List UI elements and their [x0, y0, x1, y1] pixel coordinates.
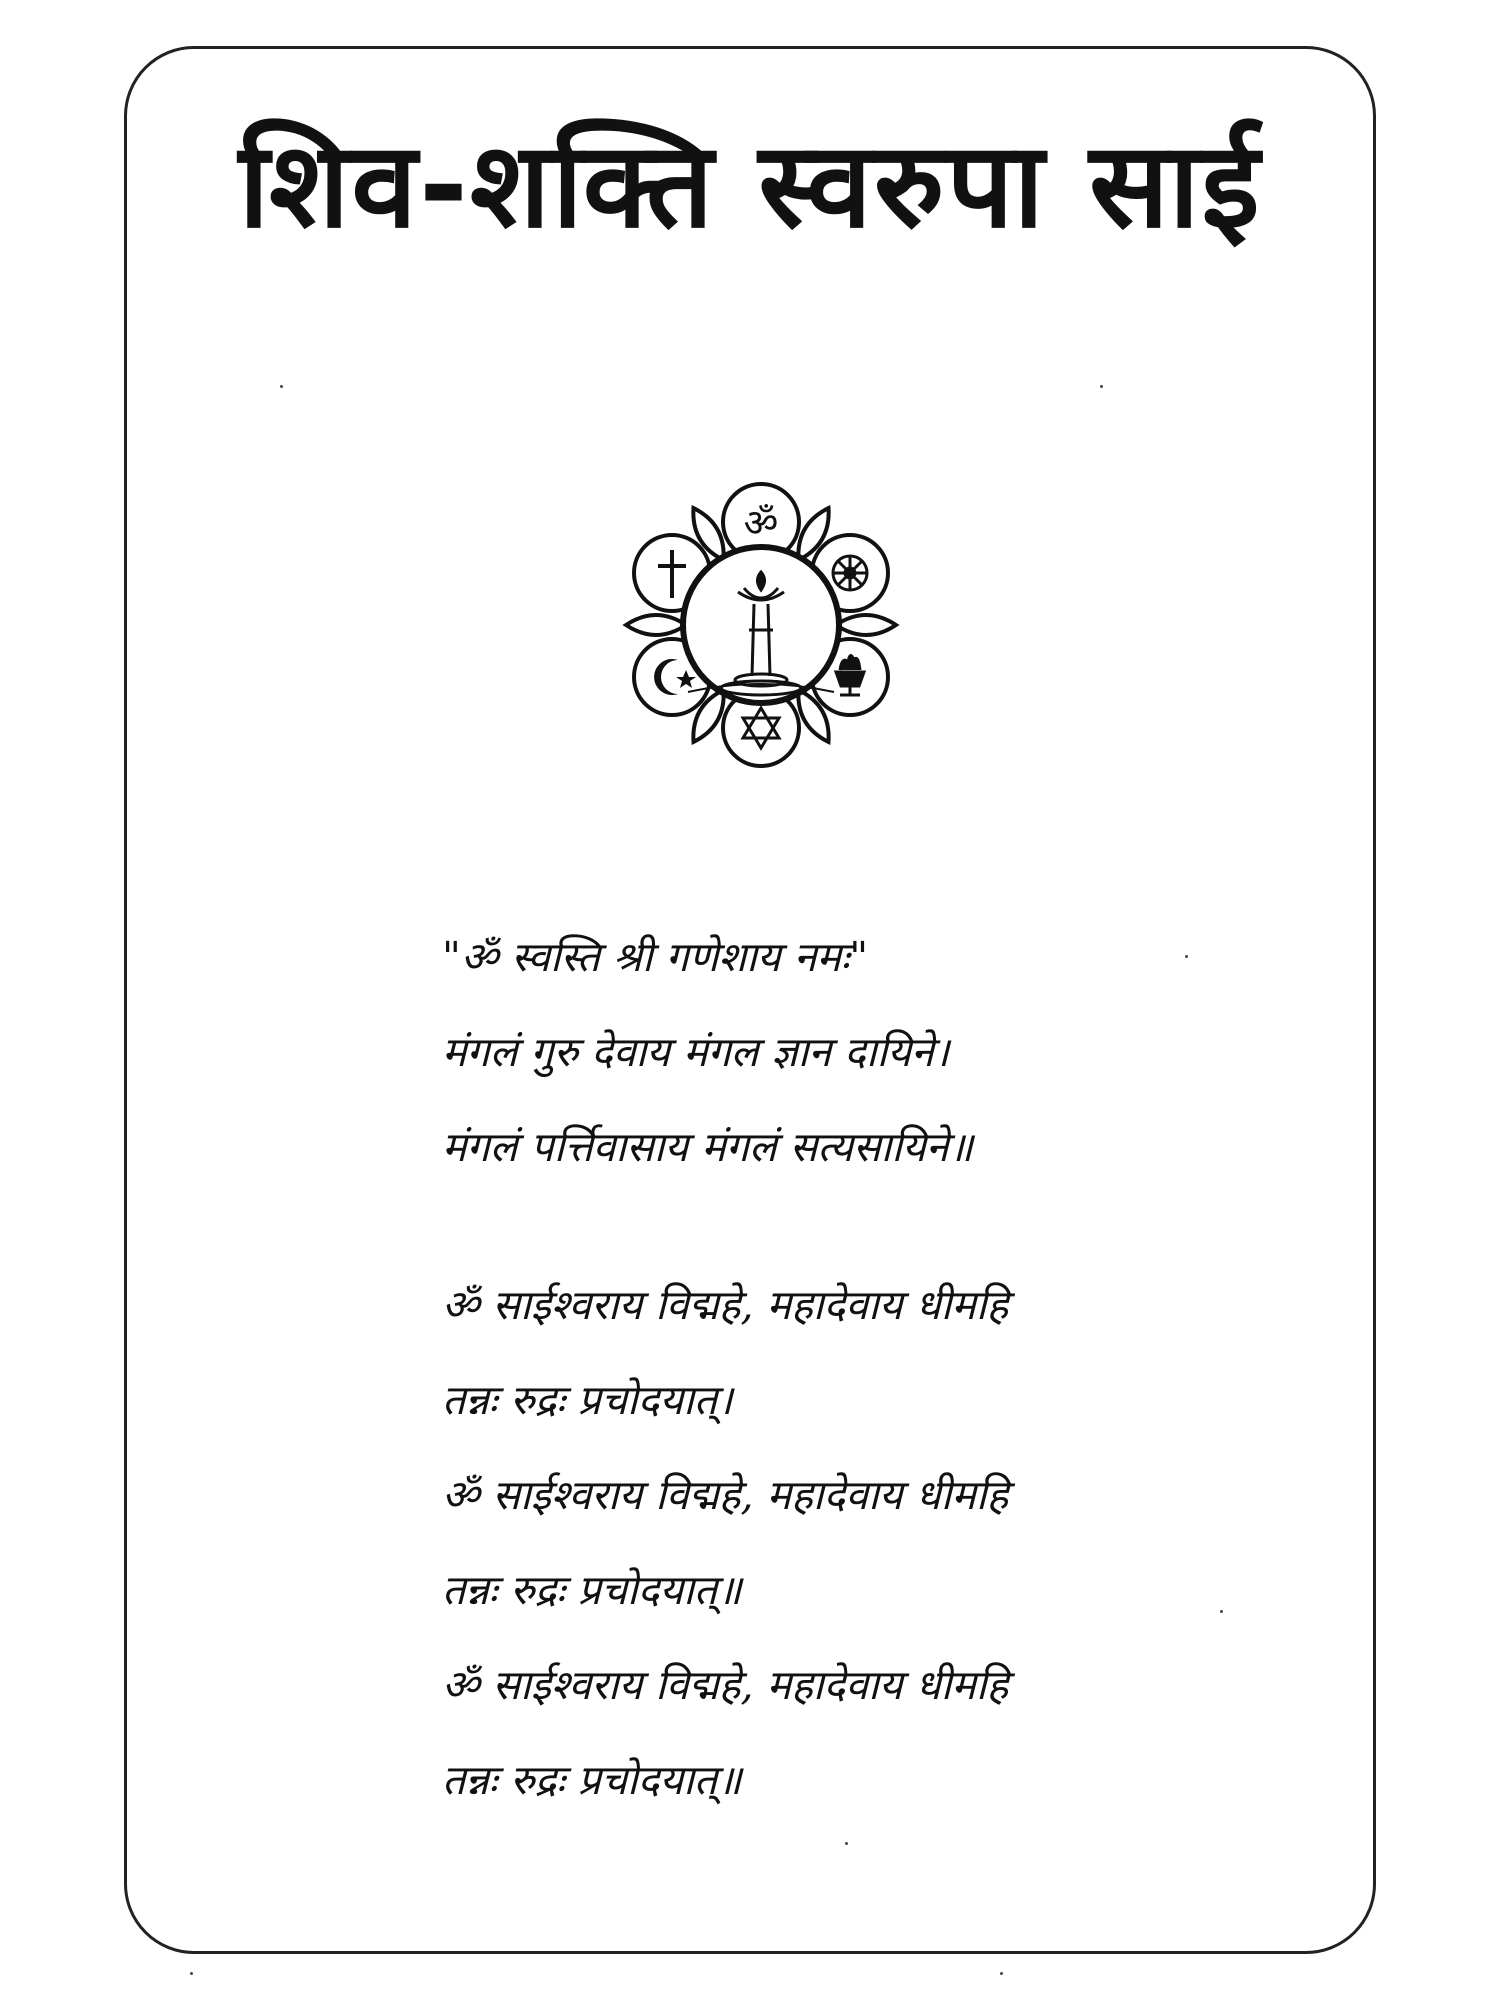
- crescent-star-icon: [654, 659, 696, 695]
- scan-speck: [1220, 1610, 1223, 1613]
- scan-speck: [1100, 385, 1103, 388]
- prayer-line: मंगलं पर्त्तिवासाय मंगलं सत्यसायिने॥: [442, 1123, 974, 1171]
- cross-icon: [658, 550, 686, 598]
- prayer-block: [442, 910, 1242, 1195]
- scan-speck: [190, 1972, 193, 1975]
- scan-speck: [1185, 955, 1188, 958]
- fire-altar-icon: [836, 655, 864, 695]
- page-title: शिव-शक्ति स्वरुपा साई: [238, 116, 1262, 254]
- scan-speck: [280, 385, 283, 388]
- gayatri-line: तन्नः रुद्रः प्रचोदयात्॥: [442, 1566, 742, 1614]
- prayer-line: "ॐ स्वस्ति श्री गणेशाय नमः": [442, 933, 869, 981]
- gayatri-line: ॐ साईश्वराय विद्महे, महादेवाय धीमहि: [442, 1471, 1009, 1519]
- om-icon: ॐ: [743, 501, 779, 545]
- scan-speck: [845, 1842, 848, 1845]
- gayatri-line: तन्नः रुद्रः प्रचोदयात्॥: [442, 1756, 742, 1804]
- gayatri-line: ॐ साईश्वराय विद्महे, महादेवाय धीमहि: [442, 1661, 1009, 1709]
- sarva-dharma-lotus-emblem-icon: [616, 480, 906, 770]
- gayatri-line: ॐ साईश्वराय विद्महे, महादेवाय धीमहि: [442, 1281, 1009, 1329]
- gayatri-block: [442, 1258, 1242, 1828]
- scan-speck: [1000, 1972, 1003, 1975]
- star-of-david-icon: [743, 708, 779, 748]
- prayer-line: मंगलं गुरु देवाय मंगल ज्ञान दायिने।: [442, 1028, 950, 1076]
- dharma-wheel-icon: [833, 556, 867, 590]
- gayatri-line: तन्नः रुद्रः प्रचोदयात्।: [442, 1376, 733, 1424]
